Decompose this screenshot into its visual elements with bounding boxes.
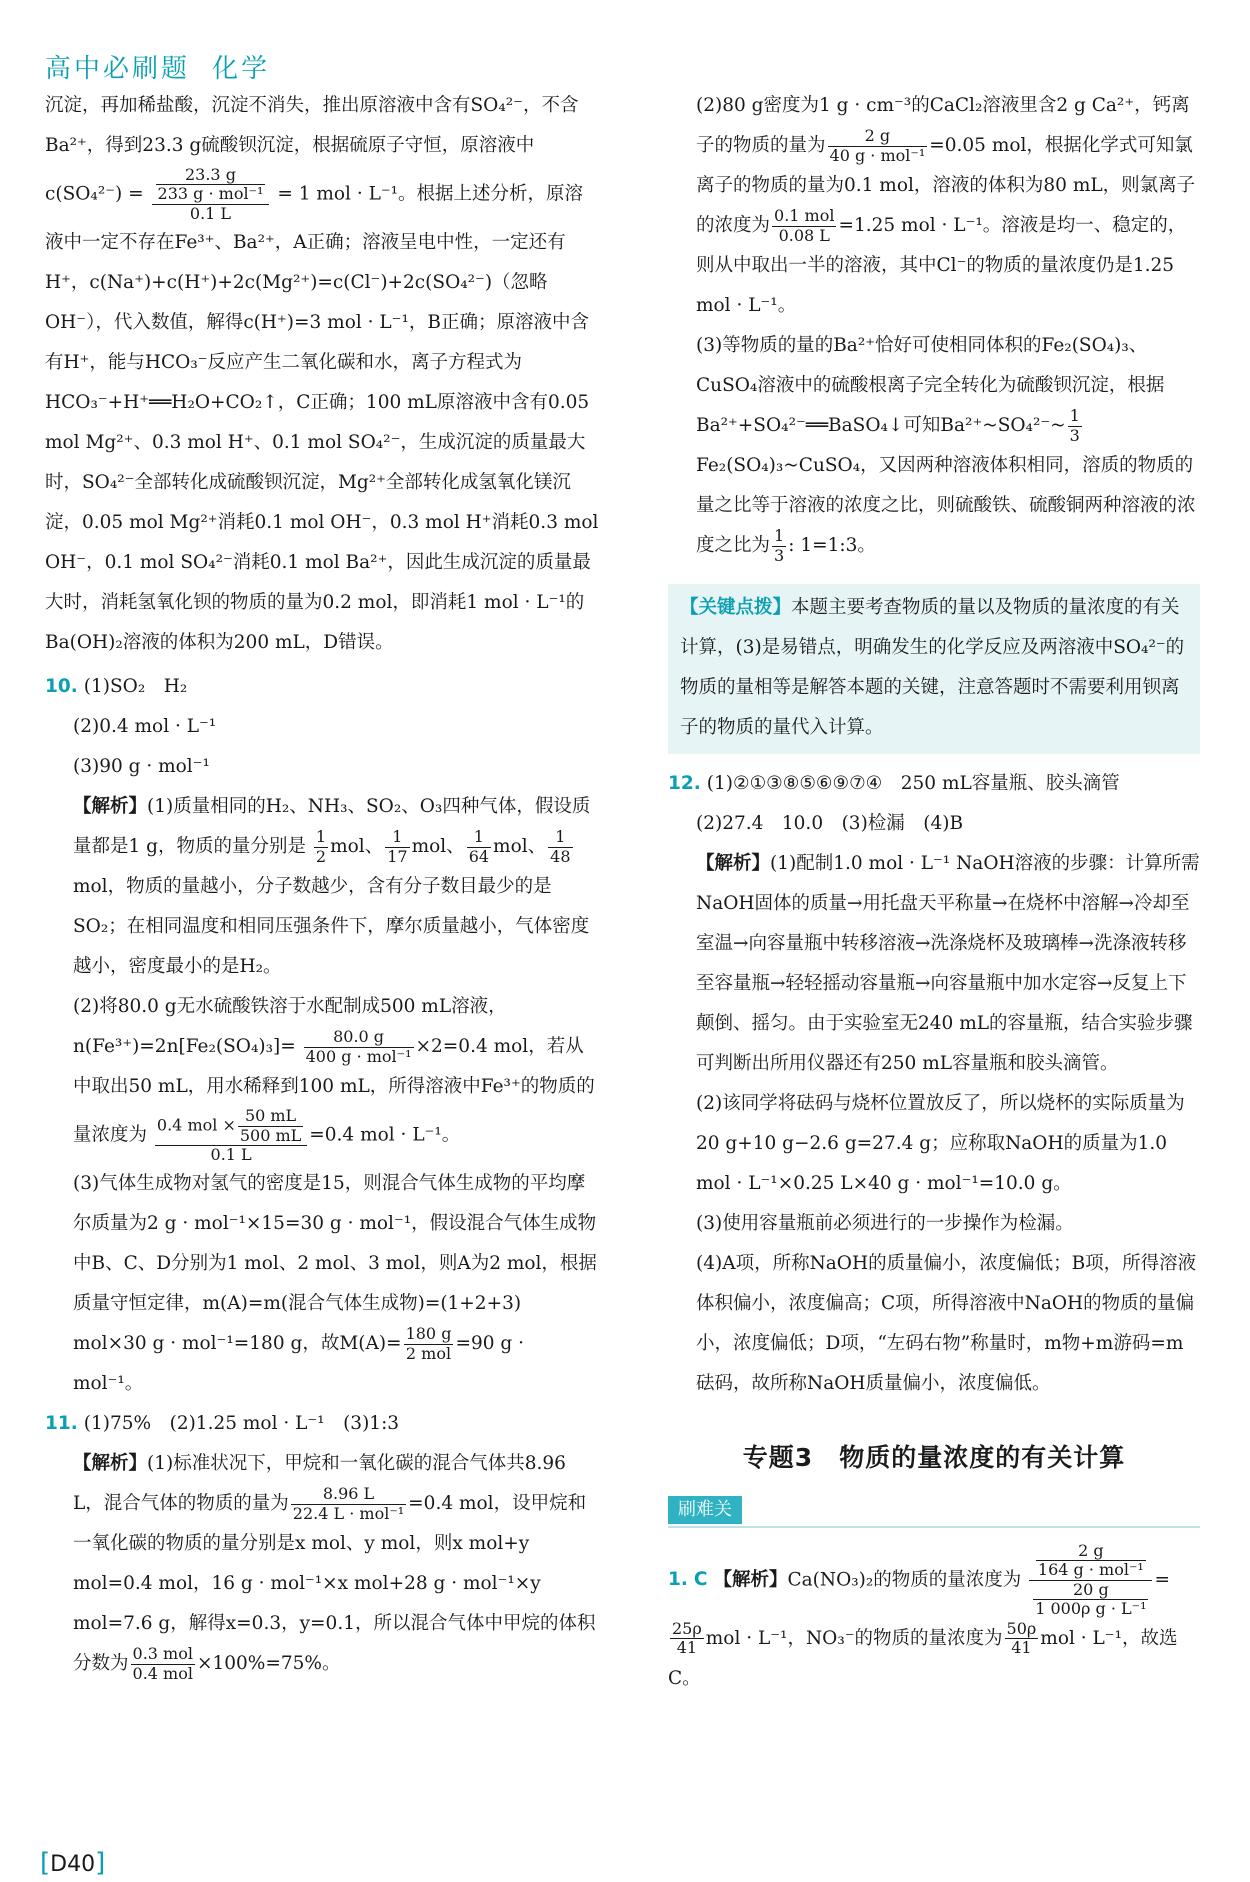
text: 物质的量越小，分子数越少，含有分子数目最少的是SO₂；在相同温度和相同压强条件下，摩尔质量越小，气体密度越小，密度最小的是H₂。 <box>73 876 590 978</box>
subject-title: 化学 <box>212 54 271 84</box>
numerator: 180 g <box>405 1324 452 1344</box>
answer: (1)75% (2)1.25 mol · L⁻¹ (3)1:3 <box>83 1413 400 1435</box>
section-bar <box>668 1496 1200 1528</box>
denominator: 3 <box>1069 425 1080 445</box>
q9-continued <box>45 86 600 663</box>
fraction <box>131 1645 195 1683</box>
text: (1)配制1.0 mol · L⁻¹ NaOH溶液的步骤：计算所需NaOH固体的质量→用托盘天平称量→在烧杯中溶解→冷却至室温→向容量瓶中转移溶液→洗涤烧杯及玻璃棒→洗涤液转移至容量瓶→轻轻摇动容量瓶→向容量瓶中加水定容→反复上下颠倒、摇匀。由于实验室无240 mL的容量瓶，结合实验步骤可判断出所用仪器还有250 mL容量瓶和胶头滴管。 <box>696 853 1200 1074</box>
answer: (1)SO₂ H₂ <box>83 676 188 698</box>
answer: (3)90 g · mol⁻¹ <box>73 756 210 778</box>
fraction <box>238 1107 303 1145</box>
key-point-box <box>668 584 1200 754</box>
numerator: 1 <box>385 828 409 847</box>
fraction <box>548 828 572 866</box>
denominator: 164 g · mol⁻¹ <box>1037 1560 1144 1580</box>
text: mol · L⁻¹，故选C。 <box>668 1627 1178 1689</box>
numerator: 0.3 mol <box>132 1644 193 1664</box>
denominator: 400 g · mol⁻¹ <box>305 1046 412 1066</box>
fraction <box>1036 1542 1146 1580</box>
denominator: 22.4 L · mol⁻¹ <box>292 1503 405 1523</box>
fraction <box>772 527 786 565</box>
fraction <box>670 1620 704 1658</box>
denominator: 2 <box>315 846 327 866</box>
fraction <box>1005 1620 1039 1658</box>
numerator: 1 <box>467 828 491 847</box>
numerator: 50 mL <box>238 1107 303 1126</box>
section-title: 专题3 物质的量浓度的有关计算 <box>742 1443 1126 1472</box>
text: Ca(NO₃)₂的物质的量浓度为 <box>787 1569 1022 1591</box>
fraction <box>291 1485 406 1523</box>
fraction <box>828 127 928 165</box>
unit: mol <box>411 836 447 858</box>
text: =0.05 mol，根据化学式可知氯离子的物质的量为0.1 mol，溶液的体积为80 mL，则氯离子的浓度为 <box>696 135 1196 236</box>
denominator: 48 <box>550 846 571 866</box>
text: (3)气体生成物对氢气的密度是15，则混合气体生成物的平均摩尔质量为2 g · mol⁻¹×15=30 g · mol⁻¹，假设混合气体生成物中B、C、D分别为1 mol、2 mol、3 mol，则A为2 mol，根据质量守恒定律，m(A)=m(混合气体生成物)=(1+2+3) mol×30 g · mol⁻¹=180 g，故M(A)= <box>73 1173 597 1355</box>
denominator: 500 mL <box>239 1125 302 1145</box>
fraction <box>304 1028 414 1066</box>
q11-analysis <box>45 1444 600 1684</box>
numerator: 2 g <box>1036 1542 1146 1561</box>
page-header <box>45 48 270 85</box>
text: (2)将80.0 g无水硫酸铁溶于水配制成500 mL溶液，n(Fe³⁺)=2n[Fe₂(SO₄)₃]= <box>73 996 507 1058</box>
fraction <box>467 828 491 866</box>
q11-analysis-2 <box>668 86 1200 326</box>
unit: mol <box>493 836 528 858</box>
denominator: 0.08 L <box>778 225 830 245</box>
numerator: 50ρ <box>1006 1618 1037 1638</box>
q11-analysis-3 <box>668 326 1200 566</box>
numerator <box>1029 1542 1152 1581</box>
fraction <box>772 207 836 245</box>
question-number: 10. <box>45 676 78 698</box>
text: = <box>1154 1569 1170 1591</box>
numerator: 1 <box>548 828 572 847</box>
denominator: 40 g · mol⁻¹ <box>829 145 926 165</box>
fraction <box>1033 1581 1148 1619</box>
q10-analysis-2 <box>45 987 600 1164</box>
analysis-tag: 【解析】 <box>713 1569 788 1591</box>
formula: c(SO₄²⁻) = <box>45 183 144 205</box>
denominator: 1 000ρ g · L⁻¹ <box>1035 1599 1147 1619</box>
numerator: 25ρ <box>672 1618 702 1638</box>
fraction <box>1029 1542 1152 1619</box>
fraction <box>385 828 409 866</box>
denominator: 41 <box>1011 1638 1032 1658</box>
answer: (2)27.4 10.0 (3)检漏 (4)B <box>696 813 964 834</box>
numerator: 2 g <box>828 127 928 146</box>
numerator: 0.1 mol <box>774 206 835 226</box>
page-number: [D40] <box>40 1848 106 1878</box>
answer: (1)②①③⑧⑤⑥⑨⑦④ 250 mL容量瓶、胶头滴管 <box>706 773 1120 794</box>
denominator: 17 <box>387 846 408 866</box>
text: Fe₂(SO₄)₃~CuSO₄，又因两种溶液体积相同，溶质的物质的量之比等于溶液的浓度之比，则硫酸铁、硫酸铜两种溶液的浓度之比为 <box>696 455 1196 556</box>
text: (3)等物质的量的Ba²⁺恰好可使相同体积的Fe₂(SO₄)₃、CuSO₄溶液中的硫酸根离子完全转化为硫酸钡沉淀，根据Ba²⁺+SO₄²⁻══BaSO₄↓可知Ba²⁺~SO₄²⁻~ <box>696 335 1165 436</box>
numerator-part: 0.4 mol × <box>156 1115 236 1135</box>
book-title: 高中必刷题 <box>45 54 191 84</box>
text: =1.25 mol · L⁻¹。溶液是均一、稳定的，则从中取出一半的溶液，其中Cl⁻的物质的量浓度仍是1.25 mol · L⁻¹。 <box>696 215 1187 316</box>
analysis-tag: 【解析】 <box>696 853 771 874</box>
numerator: 8.96 L <box>291 1485 406 1504</box>
denominator: 41 <box>676 1638 698 1658</box>
text: : 1=1:3。 <box>788 535 876 556</box>
numerator: 20 g <box>1033 1581 1148 1600</box>
denominator: 0.4 mol <box>132 1663 193 1683</box>
text: 沉淀，再加稀盐酸，沉淀不消失，推出原溶液中含有SO₄²⁻，不含Ba²⁺，得到23.3 g硫酸钡沉淀，根据硫原子守恒，原溶液中 <box>45 95 579 156</box>
numerator: 23.3 g <box>156 166 266 185</box>
numerator: 1 <box>774 526 785 546</box>
analysis-tag: 【解析】 <box>73 1453 148 1475</box>
text: =0.4 mol · L⁻¹。 <box>309 1124 461 1146</box>
answer: (2)0.4 mol · L⁻¹ <box>73 716 217 738</box>
right-column <box>668 86 1200 1699</box>
analysis-paragraph: (2)该同学将砝码与烧杯位置放反了，所以烧杯的实际质量为20 g+10 g−2.6 g=27.4 g；应称取NaOH的质量为1.0 mol · L⁻¹×0.25 L×40 g · mol⁻¹=10.0 g。 <box>696 1093 1185 1194</box>
left-column <box>45 86 600 1684</box>
answer-choice: C <box>693 1569 708 1591</box>
text: =90 g · mol⁻¹。 <box>73 1333 524 1395</box>
analysis-paragraph: (4)A项，所称NaOH的质量偏小，浓度偏低；B项，所得溶液体积偏小，浓度偏高；C项，所得溶液中NaOH的物质的量偏小，浓度偏低；D项，“左码右物”称量时，m物+m游码=m砝码，故所称NaOH质量偏小，浓度偏低。 <box>696 1253 1197 1394</box>
unit: mol <box>73 876 108 898</box>
denominator: 233 g · mol⁻¹ <box>157 184 264 204</box>
analysis-tag: 【解析】 <box>73 796 148 818</box>
numerator: 1 <box>1069 406 1080 426</box>
q10-analysis: 【解析】(1)质量相同的H₂、NH₃、SO₂、O₃四种气体，假设质量都是1 g，物质的量分别是 $\frac{1}{2}$ mol、 $\frac{1}{17}$ mol、 $\frac{1}{64}$ mol、 $\frac{1}{48}$ mol，物质的量越小，分子数越少，含有分子数目最少的是SO₂；在相同温度和相同压强条件下，摩尔质量越小，气体密度越小，密度最小的是H₂。 <box>73 796 591 978</box>
text: (1)标准状况下，甲烷和一氧化碳的混合气体共8.96 L，混合气体的物质的量为 <box>73 1453 566 1515</box>
q12-answers <box>668 764 1200 804</box>
numerator: 1 <box>315 827 327 847</box>
denominator: 3 <box>774 545 785 565</box>
fraction <box>404 1325 454 1363</box>
key-point-label: 【关键点拨】 <box>680 597 792 618</box>
analysis-paragraph: (3)使用容量瓶前必须进行的一步操作为检漏。 <box>696 1213 1074 1234</box>
q11-answers <box>45 1404 600 1444</box>
text: (2)80 g密度为1 g · cm⁻³的CaCl₂溶液里含2 g Ca²⁺，钙离子的物质的量为 <box>696 95 1190 156</box>
text: = 1 mol · L⁻¹。根据上述分析，原溶液中一定不存在Fe³⁺、Ba²⁺，A正确；溶液呈电中性，一定还有H⁺，c(Na⁺)+c(H⁺)+2c(Mg²⁺)=c(Cl⁻)+2c(SO₄²⁻)（忽略OH⁻），代入数值，解得c(H⁺)=3 mol · L⁻¹，B正确；原溶液中含有H⁺，能与HCO₃⁻反应产生二氧化碳和水，离子方程式为HCO₃⁻+H⁺══H₂O+CO₂↑，C正确；100 mL原溶液中含有0.05 mol Mg²⁺、0.3 mol H⁺、0.1 mol SO₄²⁻，生成沉淀的质量最大时，SO₄²⁻全部转化成硫酸钡沉淀，Mg²⁺全部转化成氢氧化镁沉淀，0.05 mol Mg²⁺消耗0.1 mol OH⁻，0.3 mol H⁺消耗0.3 mol OH⁻，0.1 mol SO₄²⁻消耗0.1 mol Ba²⁺，因此生成沉淀的质量最大时，消耗氢氧化钡的物质的量为0.2 mol，即消耗1 mol · L⁻¹的Ba(OH)₂溶液的体积为200 mL，D错误。 <box>45 183 599 654</box>
text: mol · L⁻¹，NO₃⁻的物质的量浓度为 <box>705 1627 1003 1649</box>
q1-answer <box>668 1542 1200 1699</box>
denominator: 2 mol <box>405 1343 452 1363</box>
page-number-text: D40 <box>50 1852 96 1877</box>
denominator: 0.1 L <box>189 203 232 223</box>
text: =0.4 mol，设甲烷和一氧化碳的物质的量分别是x mol、y mol，则x mol+y mol=0.4 mol，16 g · mol⁻¹×x mol+28 g · mol⁻¹×y mol=7.6 g，解得x=0.3，y=0.1，所以混合气体中甲烷的体积分数为 <box>73 1493 596 1675</box>
text: ×100%=75%。 <box>196 1653 341 1675</box>
denominator: 0.1 L <box>210 1144 252 1164</box>
fraction <box>1068 407 1082 445</box>
q12-analysis <box>668 844 1200 1084</box>
question-number: 1. <box>668 1569 688 1591</box>
text: ×2=0.4 mol，若从中取出50 mL，用水稀释到100 mL，所得溶液中Fe³⁺的物质的量浓度为 <box>73 1036 595 1146</box>
q10-answers <box>45 667 600 707</box>
denominator <box>1029 1581 1152 1619</box>
key-point-text: 本题主要考查物质的量以及物质的量浓度的有关计算，(3)是易错点，明确发生的化学反应及两溶液中SO₄²⁻的物质的量相等是解答本题的关键，注意答题时不需要利用钡离子的物质的量代入计算。 <box>680 597 1185 738</box>
question-number: 12. <box>668 773 701 794</box>
section-bar-label: 刷难关 <box>668 1496 742 1524</box>
question-number: 11. <box>45 1413 78 1435</box>
denominator: 64 <box>468 846 490 866</box>
fraction <box>155 1107 307 1164</box>
numerator <box>155 1107 307 1146</box>
fraction <box>152 166 270 223</box>
text: (1)质量相同的H₂、NH₃、SO₂、O₃四种气体，假设质量都是1 g，物质的量分别是 <box>73 796 591 858</box>
fraction <box>314 828 328 866</box>
q10-analysis-3 <box>45 1164 600 1404</box>
unit: mol <box>330 836 365 858</box>
numerator: 80.0 g <box>304 1028 414 1047</box>
